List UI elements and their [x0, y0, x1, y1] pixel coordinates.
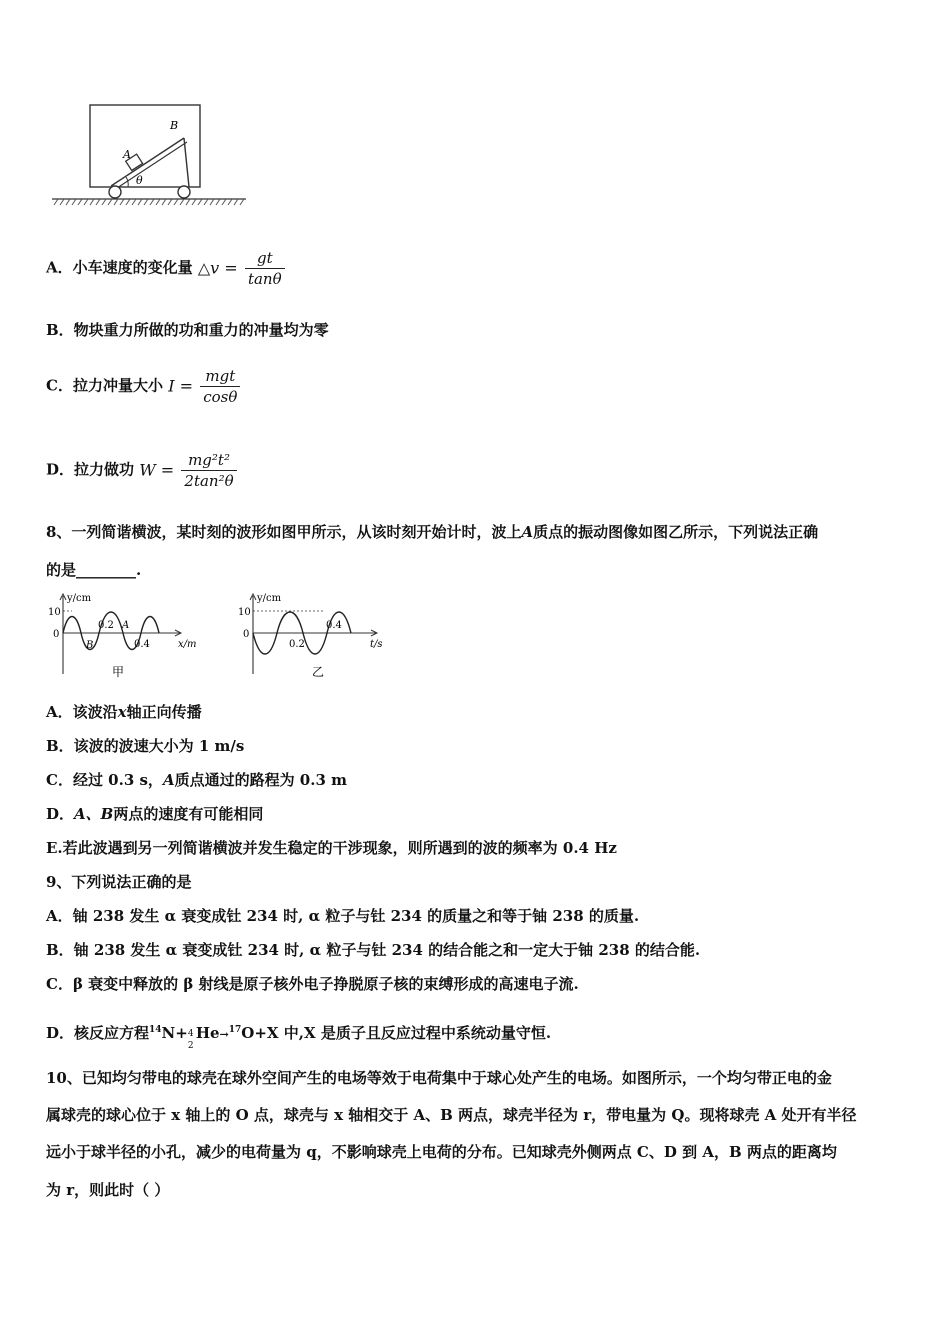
q8-option-a-post: 轴正向传播 — [126, 703, 202, 721]
incline-cart-figure — [48, 98, 252, 210]
jia-point-b: B — [86, 640, 94, 651]
q7-option-d-fraction — [181, 450, 236, 491]
vibration-figure-yi — [234, 590, 404, 682]
q8-option-c-pre: C．经过 0.3 s， — [46, 771, 163, 789]
q8-stem-var-a: A — [521, 523, 534, 541]
q7-option-a-lhs: △v = — [197, 258, 238, 278]
q9-option-d-mass-17: 17 — [228, 1025, 242, 1035]
wave-figure-jia — [44, 590, 214, 682]
q7-option-b: B．物块重力所做的功和重力的冲量均为零 — [46, 321, 329, 339]
q8-option-c-post: 质点通过的路程为 0.3 m — [174, 771, 347, 789]
q8-option-a-pre: A．该波沿 — [46, 703, 118, 721]
q7-option-a-fraction — [245, 248, 285, 289]
wheel-left — [109, 186, 121, 198]
jia-y-label: y/cm — [67, 593, 92, 604]
q8-option-d-pre: D． — [46, 805, 75, 823]
yi-x-tick-0.4: 0.4 — [326, 620, 342, 631]
jia-caption: 甲 — [112, 665, 125, 679]
q9-option-d-mass-4: 4 — [187, 1029, 194, 1039]
yi-caption: 乙 — [312, 665, 325, 679]
q9-option-d-mass-14: 14 — [149, 1025, 162, 1035]
q8-option-d-post: 两点的速度有可能相同 — [113, 805, 264, 823]
yi-y-label: y/cm — [257, 593, 282, 604]
ground-hatch — [54, 199, 244, 205]
jia-origin: 0 — [53, 629, 60, 640]
q9-option-a: A．铀 238 发生 α 衰变成钍 234 时, α 粒子与钍 234 的质量之和等于铀 238 的质量. — [46, 907, 640, 925]
q9-option-d-helium: He — [195, 1024, 220, 1042]
q7-option-a-denominator: tanθ — [247, 270, 282, 288]
q9-option-d — [46, 1020, 552, 1051]
q9-stem: 9、下列说法正确的是 — [46, 873, 192, 891]
jia-x-tick-0.2: 0.2 — [98, 620, 114, 631]
label-a: A — [123, 148, 131, 161]
label-theta: θ — [136, 174, 143, 187]
q8-stem-line1 — [46, 522, 818, 542]
q7-option-c — [46, 366, 240, 407]
q10-line2: 属球壳的球心位于 x 轴上的 O 点，球壳与 x 轴相交于 A、B 两点，球壳半径为 r，带电量为 Q。现将球壳 A 处开有半径 — [46, 1106, 857, 1124]
q7-option-d-lhs: W = — [139, 460, 175, 480]
yi-y-tick-10: 10 — [238, 607, 251, 618]
q8-option-b: B．该波的波速大小为 1 m/s — [46, 737, 245, 755]
q9-option-b: B．铀 238 发生 α 衰变成钍 234 时, α 粒子与钍 234 的结合能之和一定大于铀 238 的结合能. — [46, 941, 701, 959]
jia-x-label: x/m — [178, 639, 197, 650]
yi-origin: 0 — [243, 629, 250, 640]
q8-option-a-var: x — [117, 703, 127, 721]
q7-option-c-text: C．拉力冲量大小 — [46, 376, 163, 395]
q9-option-d-charge-2: 2 — [187, 1041, 194, 1051]
q8-stem-pre: 8、一列简谐横波，某时刻的波形如图甲所示，从该时刻开始计时，波上 — [46, 523, 522, 541]
jia-x-tick-0.4: 0.4 — [134, 639, 150, 650]
q9-option-d-arrow: → — [219, 1028, 229, 1041]
q8-option-c — [46, 770, 347, 790]
q7-option-c-lhs: I = — [168, 376, 193, 396]
q7-option-c-numerator: mgt — [200, 366, 240, 387]
q9-option-d-post: O+X 中,X 是质子且反应过程中系统动量守恒. — [241, 1024, 552, 1042]
wheel-right — [178, 186, 190, 198]
jia-y-tick-10: 10 — [48, 607, 61, 618]
q8-option-e: E.若此波遇到另一列简谐横波并发生稳定的干涉现象，则所遇到的波的频率为 0.4 Hz — [46, 839, 617, 857]
q9-option-c: C．β 衰变中释放的 β 射线是原子核外电子挣脱原子核的束缚形成的高速电子流. — [46, 975, 579, 993]
q7-option-a-numerator: gt — [245, 248, 285, 269]
incline-plank — [111, 138, 184, 186]
q7-option-a — [46, 248, 285, 289]
q7-option-d-text: D．拉力做功 — [46, 460, 135, 479]
q8-option-d — [46, 804, 263, 824]
q8-option-c-var: A — [162, 771, 175, 789]
q10-line1: 10、已知均匀带电的球壳在球外空间产生的电场等效于电荷集中于球心处产生的电场。如图所示，一个均匀带正电的金 — [46, 1069, 832, 1087]
q7-option-c-denominator: cosθ — [203, 388, 238, 406]
q8-option-a — [46, 702, 202, 722]
q9-option-d-pre: D．核反应方程 — [46, 1024, 150, 1042]
q10-line3: 远小于球半径的小孔，减少的电荷量为 q，不影响球壳上电荷的分布。已知球壳外侧两点 C、D 到 A，B 两点的距离均 — [46, 1143, 837, 1161]
incline-support — [184, 138, 189, 187]
jia-point-a: A — [122, 620, 130, 631]
q8-option-d-var: A、B — [74, 805, 114, 823]
q8-stem-post: 质点的振动图像如图乙所示，下列说法正确 — [533, 523, 819, 541]
cart-body — [90, 105, 200, 187]
q9-option-d-nitrogen: N+ — [161, 1024, 188, 1042]
q10-line4: 为 r，则此时（ ） — [46, 1181, 170, 1199]
q7-option-d-denominator: 2tan²θ — [184, 472, 234, 490]
yi-x-tick-0.2: 0.2 — [289, 639, 305, 650]
q7-option-a-text: A．小车速度的变化量 — [46, 258, 193, 277]
q8-stem-line2: 的是________. — [46, 561, 142, 579]
q7-option-c-fraction — [200, 366, 240, 407]
yi-x-label: t/s — [370, 639, 383, 650]
label-b: B — [170, 119, 179, 132]
q7-option-d — [46, 450, 237, 491]
q7-option-d-numerator: mg²t² — [181, 450, 236, 471]
